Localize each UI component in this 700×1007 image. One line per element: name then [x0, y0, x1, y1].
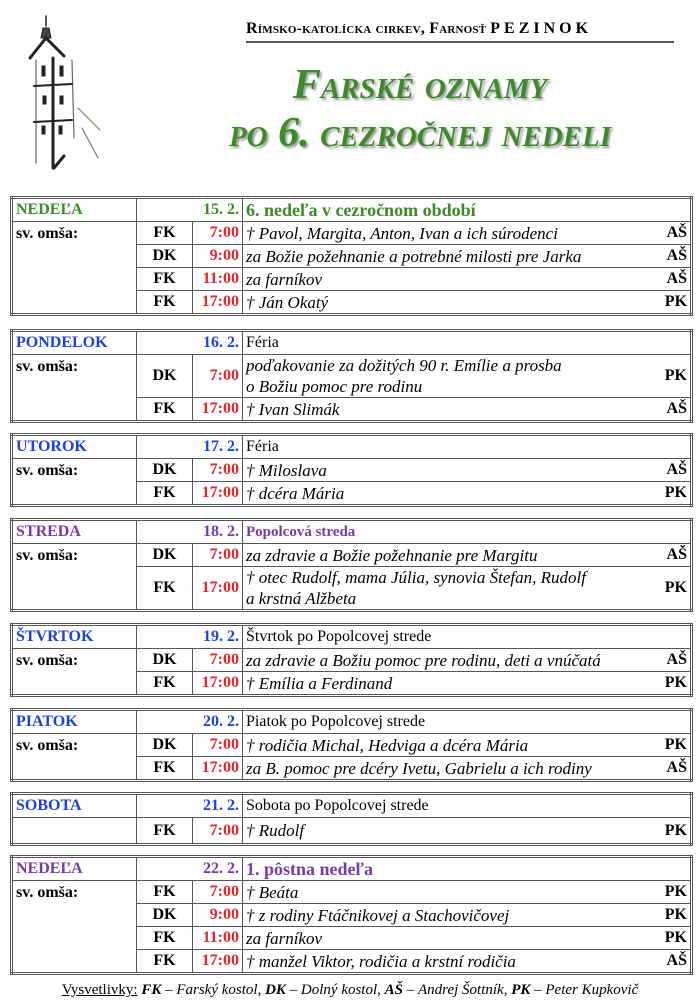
- mass-row: [12, 544, 692, 567]
- day-header-row: [12, 710, 692, 734]
- priest-code: AŠ: [655, 757, 692, 781]
- legend-abbr: PK: [511, 982, 531, 998]
- day-table: [10, 855, 693, 975]
- church-code: FK: [137, 881, 193, 904]
- day-header-row: [12, 520, 692, 544]
- church-code: FK: [137, 268, 193, 291]
- church-code: FK: [137, 950, 193, 974]
- mass-time: 17:00: [193, 291, 243, 315]
- mass-intention: [243, 927, 655, 950]
- mass-label: sv. omša:: [12, 881, 137, 974]
- day-table: [10, 196, 693, 316]
- day-header-row: [12, 198, 692, 222]
- legend-abbr: FK: [141, 982, 162, 998]
- church-code: DK: [137, 649, 193, 672]
- mass-time: 17:00: [193, 950, 243, 974]
- mass-intention: [243, 904, 655, 927]
- mass-intention: [243, 649, 655, 672]
- legend-item: DK – Dolný kostol,: [265, 982, 381, 998]
- legend-title: Vysvetlivky:: [61, 982, 138, 998]
- day-name: UTOROK: [12, 435, 137, 459]
- church-code: FK: [137, 567, 193, 611]
- church-code: FK: [137, 291, 193, 315]
- intention-line: † rodičia Michal, Hedviga a dcéra Mária: [246, 735, 529, 755]
- priest-code: PK: [655, 567, 692, 611]
- priest-code: AŠ: [655, 649, 692, 672]
- intention-line: † Ján Okatý: [246, 292, 329, 312]
- intention-line: za B. pomoc pre dcéry Ivetu, Gabrielu a ich rodiny: [246, 758, 592, 778]
- legend-text: Peter Kupkovič: [545, 982, 639, 998]
- feast-name: Popolcová streda: [243, 520, 692, 544]
- mass-time: 7:00: [193, 818, 243, 845]
- church-code: DK: [137, 544, 193, 567]
- mass-intention: [243, 818, 655, 845]
- mass-row: [12, 734, 692, 757]
- day-date: 21. 2.: [137, 794, 243, 818]
- mass-time: 17:00: [193, 482, 243, 506]
- mass-time: 17:00: [193, 567, 243, 611]
- day-header-row: [12, 435, 692, 459]
- day-name: NEDEĽA: [12, 198, 137, 222]
- intention-line: † otec Rudolf, mama Júlia, synovia Štefan, Rudolf: [246, 568, 586, 587]
- mass-time: 7:00: [193, 355, 243, 398]
- day-date: 17. 2.: [137, 435, 243, 459]
- intention-line: za Božie požehnanie a potrebné milosti pre Jarka: [246, 246, 582, 266]
- church-code: DK: [137, 734, 193, 757]
- intention-line: za farníkov: [246, 928, 323, 948]
- feast-name: Štvrtok po Popolcovej strede: [243, 625, 692, 649]
- priest-code: AŠ: [655, 398, 692, 422]
- mass-label: sv. omša:: [12, 355, 137, 422]
- church-code: FK: [137, 398, 193, 422]
- intention-line: † Rudolf: [246, 821, 305, 840]
- mass-time: 7:00: [193, 881, 243, 904]
- day-table: [10, 433, 693, 507]
- priest-code: AŠ: [655, 268, 692, 291]
- org-name: Rímsko-katolícka cirkev, Farnosť: [246, 20, 487, 37]
- mass-label: sv. omša:: [12, 544, 137, 611]
- mass-intention: [243, 950, 655, 974]
- mass-intention: [243, 222, 655, 245]
- priest-code: PK: [655, 818, 692, 845]
- mass-row: [12, 818, 692, 845]
- church-tower-logo: [12, 8, 102, 178]
- mass-intention: [243, 544, 655, 567]
- mass-time: 7:00: [193, 649, 243, 672]
- church-code: FK: [137, 222, 193, 245]
- mass-intention: [243, 355, 655, 398]
- priest-code: PK: [655, 927, 692, 950]
- priest-code: AŠ: [655, 459, 692, 482]
- day-header-row: [12, 794, 692, 818]
- day-date: 22. 2.: [137, 857, 243, 881]
- church-code: FK: [137, 482, 193, 506]
- day-date: 20. 2.: [137, 710, 243, 734]
- priest-code: AŠ: [655, 950, 692, 974]
- day-table: [10, 792, 693, 846]
- day-name: ŠTVRTOK: [12, 625, 137, 649]
- priest-code: AŠ: [655, 245, 692, 268]
- page-subtitle: po 6. cezročnej nedeli: [228, 110, 612, 156]
- feast-name: 6. nedeľa v cezročnom období: [243, 198, 692, 222]
- day-table: [10, 708, 693, 782]
- mass-intention: [243, 398, 655, 422]
- day-header-row: [12, 331, 692, 355]
- mass-row: [12, 649, 692, 672]
- mass-intention: [243, 757, 655, 781]
- day-name: SOBOTA: [12, 794, 137, 818]
- mass-intention: [243, 734, 655, 757]
- priest-code: PK: [655, 355, 692, 398]
- intention-line: † Beáta: [246, 882, 299, 902]
- mass-label: sv. omša:: [12, 222, 137, 315]
- intention-line: poďakovanie za dožitých 90 r. Emílie a prosba: [246, 356, 562, 375]
- day-table: [10, 329, 693, 423]
- church-code: DK: [137, 904, 193, 927]
- priest-code: PK: [655, 734, 692, 757]
- feast-name: Féria: [243, 331, 692, 355]
- mass-time: 17:00: [193, 672, 243, 696]
- priest-code: AŠ: [655, 222, 692, 245]
- mass-intention: [243, 268, 655, 291]
- feast-name: Piatok po Popolcovej strede: [243, 710, 692, 734]
- mass-intention: [243, 567, 655, 611]
- mass-label: sv. omša:: [12, 649, 137, 696]
- mass-label: [12, 818, 137, 845]
- church-code: DK: [137, 245, 193, 268]
- day-name: PONDELOK: [12, 331, 137, 355]
- priest-code: PK: [655, 482, 692, 506]
- day-header-row: [12, 857, 692, 881]
- day-date: 18. 2.: [137, 520, 243, 544]
- mass-intention: [243, 459, 655, 482]
- mass-time: 7:00: [193, 734, 243, 757]
- mass-row: [12, 222, 692, 245]
- mass-time: 7:00: [193, 222, 243, 245]
- mass-intention: [243, 881, 655, 904]
- legend-text: Farský kostol: [176, 982, 258, 998]
- mass-row: [12, 881, 692, 904]
- page-title: Farské oznamy: [292, 62, 548, 108]
- intention-line: † Emília a Ferdinand: [246, 673, 393, 693]
- parish-header: [246, 20, 674, 43]
- mass-time: 17:00: [193, 398, 243, 422]
- priest-code: PK: [655, 881, 692, 904]
- day-name: NEDEĽA: [12, 857, 137, 881]
- day-header-row: [12, 625, 692, 649]
- legend-item: PK – Peter Kupkovič: [511, 982, 639, 998]
- priest-code: PK: [655, 672, 692, 696]
- intention-line: † dcéra Mária: [246, 483, 345, 503]
- day-table: [10, 518, 693, 612]
- intention-line-2: a krstná Alžbeta: [246, 589, 357, 608]
- day-date: 19. 2.: [137, 625, 243, 649]
- day-date: 16. 2.: [137, 331, 243, 355]
- legend-text: Dolný kostol: [300, 982, 378, 998]
- mass-label: sv. omša:: [12, 734, 137, 781]
- feast-name: 1. pôstna nedeľa: [243, 857, 692, 881]
- intention-line: † manžel Viktor, rodičia a krstní rodičia: [246, 951, 516, 971]
- church-code: FK: [137, 927, 193, 950]
- mass-row: [12, 459, 692, 482]
- day-name: PIATOK: [12, 710, 137, 734]
- town-name: PEZINOK: [490, 20, 593, 37]
- intention-line: † Pavol, Margita, Anton, Ivan a ich súrodenci: [246, 223, 558, 243]
- church-code: FK: [137, 757, 193, 781]
- feast-name: Sobota po Popolcovej strede: [243, 794, 692, 818]
- legend-abbr: AŠ: [384, 982, 404, 998]
- mass-label: sv. omša:: [12, 459, 137, 506]
- mass-intention: [243, 672, 655, 696]
- mass-time: 9:00: [193, 904, 243, 927]
- mass-intention: [243, 245, 655, 268]
- legend-abbr: DK: [265, 982, 286, 998]
- mass-time: 7:00: [193, 544, 243, 567]
- mass-time: 17:00: [193, 757, 243, 781]
- mass-time: 9:00: [193, 245, 243, 268]
- priest-code: PK: [655, 291, 692, 315]
- day-name: STREDA: [12, 520, 137, 544]
- priest-code: AŠ: [655, 544, 692, 567]
- legend-text: Andrej Šottník: [418, 982, 504, 998]
- intention-line-2: o Božiu pomoc pre rodinu: [246, 377, 423, 396]
- priest-code: PK: [655, 904, 692, 927]
- mass-intention: [243, 482, 655, 506]
- intention-line: † Ivan Slimák: [246, 399, 340, 419]
- legend-item: FK – Farský kostol,: [141, 982, 262, 998]
- legend: [0, 982, 700, 999]
- mass-time: 7:00: [193, 459, 243, 482]
- church-code: DK: [137, 459, 193, 482]
- mass-time: 11:00: [193, 268, 243, 291]
- church-code: DK: [137, 355, 193, 398]
- mass-intention: [243, 291, 655, 315]
- intention-line: za farníkov: [246, 269, 323, 289]
- legend-item: AŠ – Andrej Šottník,: [384, 982, 508, 998]
- intention-line: † z rodiny Ftáčnikovej a Stachovičovej: [246, 905, 510, 925]
- day-date: 15. 2.: [137, 198, 243, 222]
- mass-time: 11:00: [193, 927, 243, 950]
- day-table: [10, 623, 693, 697]
- intention-line: † Miloslava: [246, 460, 327, 480]
- intention-line: za zdravie a Božiu pomoc pre rodinu, deti a vnúčatá: [246, 650, 601, 670]
- church-code: FK: [137, 818, 193, 845]
- intention-line: za zdravie a Božie požehnanie pre Margitu: [246, 545, 538, 565]
- mass-row: [12, 355, 692, 398]
- feast-name: Féria: [243, 435, 692, 459]
- church-code: FK: [137, 672, 193, 696]
